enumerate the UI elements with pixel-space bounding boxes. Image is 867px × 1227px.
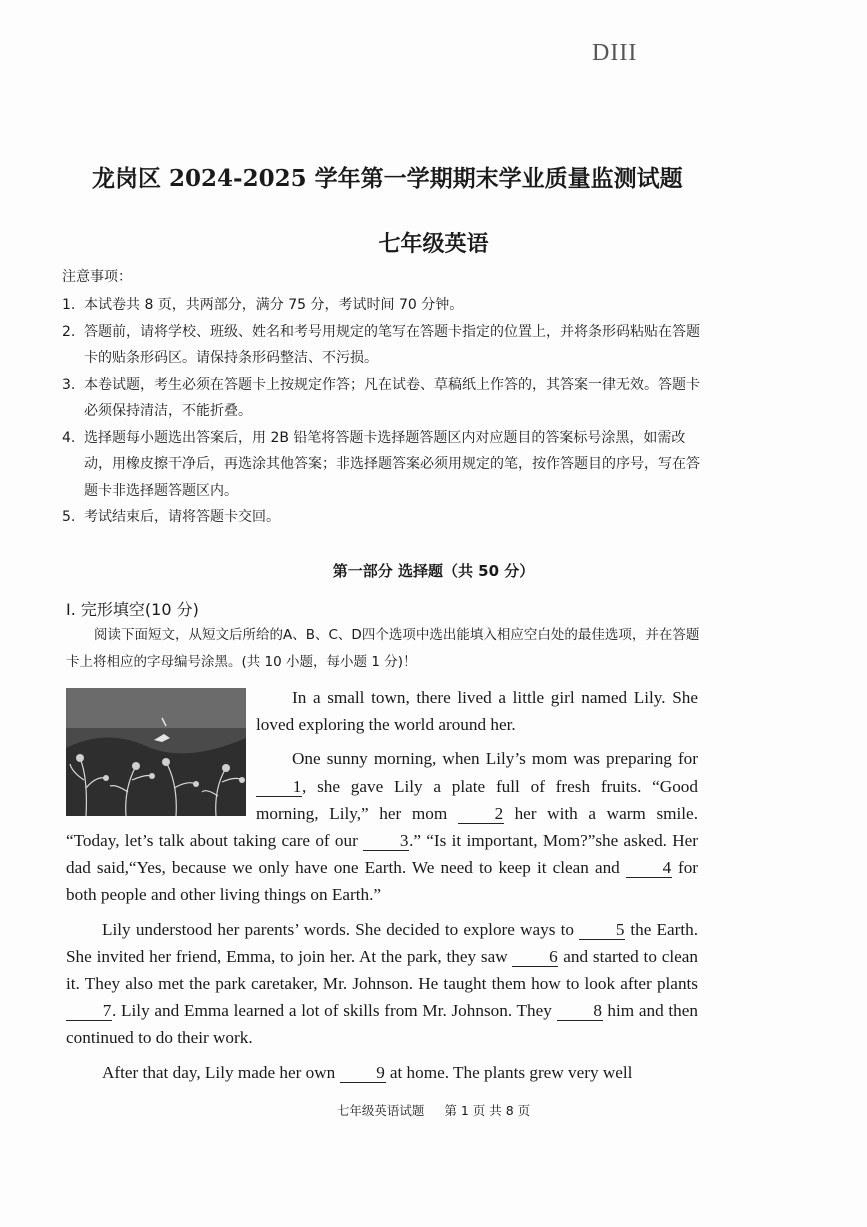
notice-heading: 注意事项：: [62, 269, 132, 285]
blank-9: 9: [340, 1064, 386, 1083]
passage-text: the Earth. She invited her friend, Emma, to join her. At the park, they saw: [66, 919, 699, 966]
exam-title: 龙岗区 2024-2025 学年第一学期期末学业质量监测试题: [92, 165, 683, 192]
passage-text: for both people and other living things on Earth.”: [66, 858, 699, 905]
notice-text: 本卷试题，考生必须在答题卡上按规定作答；凡在试卷、草稿纸上作答的，其答案一律无效。答题卡必须保持清洁，不能折叠。: [84, 376, 700, 419]
passage-text: , she gave Lily a plate full of fresh fruits. “Good morning, Lily,” her mom: [256, 776, 698, 823]
passage-text: Lily understood her parents’ words. She decided to explore ways to: [102, 919, 574, 939]
notice-item: [62, 372, 702, 425]
notice-list: [62, 292, 702, 531]
page-footer: [0, 1101, 867, 1119]
blank-8: 8: [557, 1002, 603, 1021]
footer-page-number: 第 1 页 共 8 页: [444, 1103, 531, 1118]
blank-2: 2: [458, 805, 504, 824]
blank-7: 7: [66, 1002, 112, 1021]
passage-text: .” “Is it important, Mom?”she asked. Her dad said,“Yes, because we only have one Earth. We need to keep it clean and: [66, 831, 698, 878]
passage-text: One sunny morning, when Lily’s mom was preparing for: [292, 749, 698, 769]
notice-item: [62, 425, 702, 505]
passage-text: After that day, Lily made her own: [102, 1062, 336, 1082]
blank-3: 3: [363, 832, 409, 851]
passage-text: at home. The plants grew very well: [389, 1062, 633, 1082]
passage-text: him and then continued to do their work.: [66, 1001, 699, 1048]
notice-item: [62, 504, 702, 531]
blank-5: 5: [579, 921, 625, 940]
passage-paragraph: [66, 916, 698, 1052]
notice-item: [62, 292, 702, 319]
footer-subject: 七年级英语试题: [336, 1103, 425, 1118]
corner-mark: DIII: [592, 40, 638, 66]
notice-number: 5.: [62, 509, 76, 525]
notice-text: 选择题每小题选出答案后，用 2B 铅笔将答题卡选择题答题区内对应题目的答案标号涂黑，如需改动，用橡皮擦干净后，再选涂其他答案；非选择题答案必须用规定的笔，按作答题目的序号，写在答题卡非选择题答题区内。: [84, 429, 700, 499]
notice-number: 4.: [62, 429, 76, 446]
passage-text: and started to clean it. They also met the park caretaker, Mr. Johnson. He taught them how to look after plants: [66, 946, 699, 994]
passage-text: her with a warm smile. “Today, let’s talk about taking care of our: [66, 803, 698, 851]
passage-text: In a small town, there lived a little girl named Lily. She loved exploring the world around her.: [256, 688, 698, 735]
notice-number: 3.: [62, 376, 76, 393]
notice-text: 本试卷共 8 页，共两部分，满分 75 分，考试时间 70 分钟。: [84, 297, 464, 313]
notice-text: 答题前，请将学校、班级、姓名和考号用规定的笔写在答题卡指定的位置上，并将条形码粘贴在答题卡的贴条形码区。请保持条形码整洁、不污损。: [84, 323, 700, 366]
section-title: 第一部分 选择题（共 50 分）: [332, 562, 535, 580]
blank-6: 6: [512, 948, 558, 967]
blank-4: 4: [626, 859, 672, 878]
part-title: I. 完形填空(10 分): [66, 600, 199, 619]
blank-1: 1: [256, 778, 302, 797]
notice-number: 2.: [62, 323, 76, 340]
passage-paragraph: [66, 1059, 698, 1086]
instructions: 阅读下面短文，从短文后所给的A、B、C、D四个选项中选出能填入相应空白处的最佳选项，并在答题卡上将相应的字母编号涂黑。(共 10 小题，每小题 1 分)！: [66, 627, 700, 670]
cloze-passage: [66, 684, 698, 1093]
notice-number: 1.: [62, 297, 76, 313]
notice-item: [62, 319, 702, 372]
exam-subtitle: 七年级英语: [378, 231, 489, 257]
notice-text: 考试结束后，请将答题卡交回。: [84, 509, 280, 525]
passage-text: . Lily and Emma learned a lot of skills from Mr. Johnson. They: [112, 1001, 552, 1021]
